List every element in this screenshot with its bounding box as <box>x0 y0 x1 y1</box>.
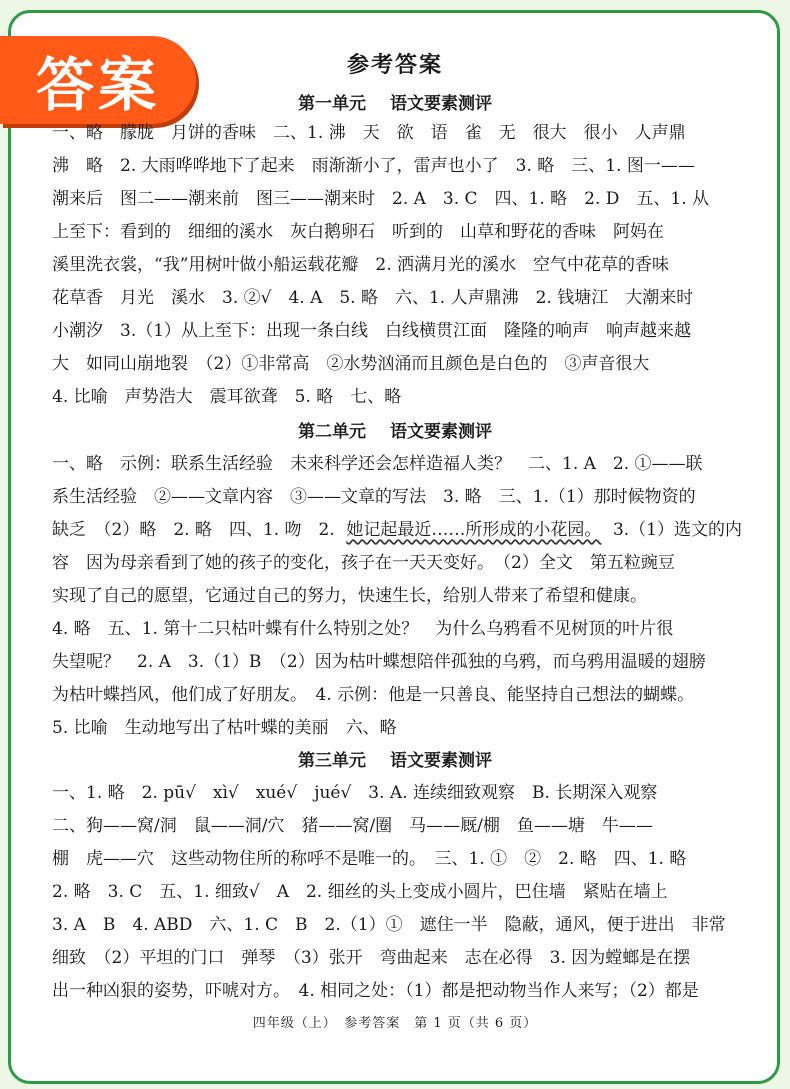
answer-line-25: 出一种凶狠的姿势，吓唬对方。 4. 相同之处：（1）都是把动物当作人来写；（2）都是 <box>52 981 699 1001</box>
unit-heading-3 <box>0 746 790 771</box>
unit-heading-1-name: 第一单元 <box>298 94 366 114</box>
unit-heading-3-sub: 语文要素测评 <box>390 751 492 771</box>
wavy-underlined-answer: 她记起最近……所形成的小花园。 <box>346 520 602 540</box>
answer-line-11: 系生活经验 ②——文章内容 ③——文章的写法 3. 略 三、1.（1）那时候物资的 <box>52 487 696 507</box>
answer-line-24: 细致 （2）平坦的门口 弹琴 （3）张开 弯曲起来 志在必得 3. 因为螳螂是在摆 <box>52 948 691 968</box>
answer-line-12 <box>52 515 742 540</box>
answer-line-8: 大 如同山崩地裂 （2）①非常高 ②水势汹涌而且颜色是白色的 ③声音很大 <box>52 354 650 374</box>
answer-line-14: 实现了自己的愿望，它通过自己的努力，快速生长，给别人带来了希望和健康。 <box>52 586 647 606</box>
unit-heading-2-sub: 语文要素测评 <box>390 422 492 442</box>
answer-line-21: 棚 虎——穴 这些动物住所的称呼不是唯一的。 三、1. ① ② 2. 略 四、1. 略 <box>52 849 687 869</box>
unit-heading-1 <box>0 89 790 114</box>
answer-line-5: 溪里洗衣裳，“我”用树叶做小船运载花瓣 2. 洒满月光的溪水 空气中花草的香味 <box>52 255 670 275</box>
answer-line-10: 一、略 示例：联系生活经验 未来科学还会怎样造福人类？ 二、1. A 2. ①——联 <box>52 454 703 474</box>
answer-line-12-a: 缺乏 （2）略 2. 略 四、1. 吻 2. <box>52 520 335 540</box>
answer-line-2: 沸 略 2. 大雨哗哗地下了起来 雨渐渐小了，雷声也小了 3. 略 三、1. 图一—— <box>52 156 695 176</box>
answer-line-6: 花草香 月光 溪水 3. ②√ 4. A 5. 略 六、1. 人声鼎沸 2. 钱塘江 大潮来时 <box>52 288 694 308</box>
unit-heading-2-name: 第二单元 <box>298 422 366 442</box>
unit-heading-3-name: 第三单元 <box>298 751 366 771</box>
answer-line-15: 4. 略 五、1. 第十二只枯叶蝶有什么特别之处？ 为什么乌鸦看不见树顶的叶片很 <box>52 619 674 639</box>
answer-line-23: 3. A B 4. ABD 六、1. C B 2.（1）① 遮住一半 隐蔽，通风，便于进出 非常 <box>52 915 726 935</box>
answer-line-18: 5. 比喻 生动地写出了枯叶蝶的美丽 六、略 <box>52 718 397 738</box>
answer-line-3: 潮来后 图二——潮来前 图三——潮来时 2. A 3. C 四、1. 略 2. D 五、1. 从 <box>52 189 710 209</box>
answer-line-1: 一、略 朦胧 月饼的香味 二、1. 沸 天 欲 语 雀 无 很大 很小 人声鼎 <box>52 123 686 143</box>
unit-heading-1-sub: 语文要素测评 <box>390 94 492 114</box>
answer-line-17: 为枯叶蝶挡风，他们成了好朋友。 4. 示例：他是一只善良、能坚持自己想法的蝴蝶。 <box>52 685 695 705</box>
answer-line-9: 4. 比喻 声势浩大 震耳欲聋 5. 略 七、略 <box>52 387 402 407</box>
answer-line-13: 容 因为母亲看到了她的孩子的变化，孩子在一天天变好。 （2）全文 第五粒豌豆 <box>52 553 675 573</box>
page-footer: 四年级（上） 参考答案 第 1 页（共 6 页） <box>252 1016 538 1031</box>
unit-heading-2 <box>0 417 790 442</box>
answer-line-16: 失望呢？ 2. A 3.（1）B （2）因为枯叶蝶想陪伴孤独的乌鸦，而乌鸦用温暖的翅膀 <box>52 652 706 672</box>
answer-line-12-b: 3.（1）选文的内 <box>612 520 742 540</box>
answer-line-22: 2. 略 3. C 五、1. 细致√ A 2. 细丝的头上变成小圆片，巴住墙 紧贴在墙上 <box>52 882 668 902</box>
answer-badge-label: 答案 <box>35 51 160 119</box>
page-title: 参考答案 <box>346 52 443 78</box>
answer-line-20: 二、狗——窝/洞 鼠——洞/穴 猪——窝/圈 马——厩/棚 鱼——塘 牛—— <box>52 816 653 836</box>
answer-line-7: 小潮汐 3.（1）从上至下：出现一条白线 白线横贯江面 隆隆的响声 响声越来越 <box>52 321 692 341</box>
answer-line-4: 上至下：看到的 细细的溪水 灰白鹅卵石 听到的 山草和野花的香味 阿妈在 <box>52 222 664 242</box>
answer-line-19: 一、1. 略 2. pū√ xì√ xué√ jué√ 3. A. 连续细致观察 B. 长期深入观察 <box>52 783 658 803</box>
